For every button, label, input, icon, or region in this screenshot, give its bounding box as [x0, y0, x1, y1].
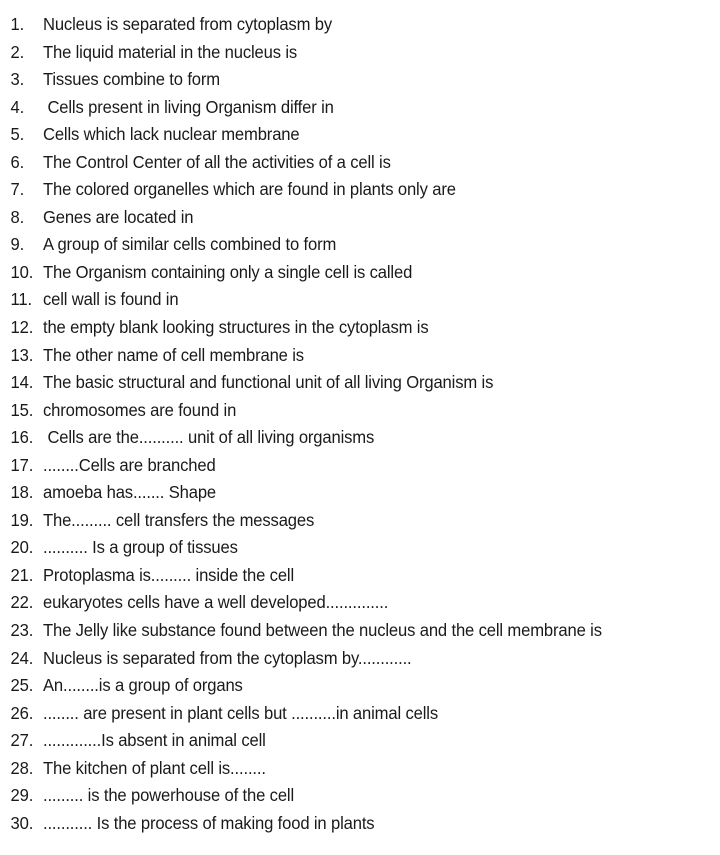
question-text: ......... is the powerhouse of the cell: [42, 785, 295, 806]
question-text: chromosomes are found in: [42, 399, 237, 420]
question-text: eukaryotes cells have a well developed..............: [42, 592, 389, 613]
question-text: Tissues combine to form: [42, 69, 220, 90]
list-item: [0, 231, 688, 259]
question-text: The basic structural and functional unit of all living Organism is: [42, 372, 494, 393]
question-text: .......... Is a group of tissues: [42, 537, 238, 558]
question-number: 21.: [10, 564, 34, 585]
question-number: 1.: [10, 14, 25, 34]
question-number: 12.: [10, 317, 34, 338]
list-item: [0, 534, 688, 562]
question-number: 5.: [10, 124, 25, 145]
question-number: 17.: [10, 454, 34, 475]
question-number: 22.: [10, 592, 34, 613]
question-number: 28.: [10, 757, 34, 778]
question-text: Genes are located in: [42, 206, 194, 227]
question-text: The Control Center of all the activities of a cell is: [42, 151, 391, 172]
question-number: 2.: [10, 41, 25, 62]
list-item: [0, 507, 688, 535]
question-number: 26.: [10, 702, 34, 723]
list-item: [0, 286, 688, 314]
list-item: [0, 342, 688, 370]
question-text: The liquid material in the nucleus is: [42, 41, 298, 62]
question-number: 15.: [10, 399, 34, 420]
question-number: 20.: [10, 537, 34, 558]
question-text: ........ are present in plant cells but ..........in animal cells: [42, 702, 438, 723]
question-text: Cells are the.......... unit of all living organisms: [42, 427, 375, 448]
list-item: [0, 562, 688, 590]
question-text: Protoplasma is......... inside the cell: [42, 564, 295, 585]
list-item: [0, 11, 688, 39]
list-item: [0, 397, 688, 425]
list-item: [0, 479, 688, 507]
question-number: 27.: [10, 730, 34, 751]
question-text: The......... cell transfers the messages: [42, 509, 315, 530]
question-text: The other name of cell membrane is: [42, 344, 304, 365]
question-number: 18.: [10, 482, 34, 503]
list-item: [0, 672, 688, 700]
question-text: Nucleus is separated from the cytoplasm by............: [42, 647, 412, 668]
list-item: [0, 755, 688, 783]
question-number: 14.: [10, 372, 34, 393]
question-text: A group of similar cells combined to form: [42, 234, 337, 255]
question-number: 10.: [10, 261, 34, 282]
list-item: [0, 452, 688, 480]
list-item: [0, 94, 688, 122]
question-number: 3.: [10, 69, 25, 90]
list-item: [0, 700, 688, 728]
question-number: 7.: [10, 179, 25, 200]
question-number: 8.: [10, 206, 25, 227]
list-item: [0, 782, 688, 810]
question-number: 9.: [10, 234, 25, 255]
question-number: 30.: [10, 812, 34, 833]
question-number: 25.: [10, 675, 34, 696]
question-number: 29.: [10, 785, 34, 806]
question-text: ........... Is the process of making food in plants: [42, 812, 375, 833]
list-item: [0, 121, 688, 149]
question-text: Nucleus is separated from cytoplasm by: [42, 14, 332, 34]
list-item: [0, 149, 688, 177]
question-number: 6.: [10, 151, 25, 172]
question-text: the empty blank looking structures in the cytoplasm is: [42, 317, 429, 338]
question-number: 16.: [10, 427, 34, 448]
question-number: 24.: [10, 647, 34, 668]
question-text: Cells which lack nuclear membrane: [42, 124, 300, 145]
question-number: 13.: [10, 344, 34, 365]
list-item: [0, 39, 688, 67]
question-text: Cells present in living Organism differ in: [42, 96, 334, 117]
list-item: [0, 314, 688, 342]
list-item: [0, 204, 688, 232]
question-text: An........is a group of organs: [42, 675, 243, 696]
list-item: [0, 424, 688, 452]
list-item: [0, 66, 688, 94]
list-item: [0, 589, 688, 617]
question-number: 19.: [10, 509, 34, 530]
question-number: 4.: [10, 96, 25, 117]
question-number: 11.: [10, 289, 33, 310]
question-number: 23.: [10, 620, 34, 641]
list-item: [0, 176, 688, 204]
question-text: The Jelly like substance found between the nucleus and the cell membrane is: [42, 620, 602, 641]
question-text: The Organism containing only a single cell is called: [42, 261, 413, 282]
list-item: [0, 645, 688, 673]
list-item: [0, 810, 688, 838]
list-item: [0, 369, 688, 397]
question-text: cell wall is found in: [42, 289, 179, 310]
question-text: .............Is absent in animal cell: [42, 730, 266, 751]
list-item: [0, 617, 688, 645]
question-text: amoeba has....... Shape: [42, 482, 217, 503]
question-list: [0, 11, 720, 837]
question-text: The colored organelles which are found in plants only are: [42, 179, 456, 200]
list-item: [0, 259, 688, 287]
question-text: ........Cells are branched: [42, 454, 216, 475]
question-text: The kitchen of plant cell is........: [42, 757, 266, 778]
list-item: [0, 727, 688, 755]
